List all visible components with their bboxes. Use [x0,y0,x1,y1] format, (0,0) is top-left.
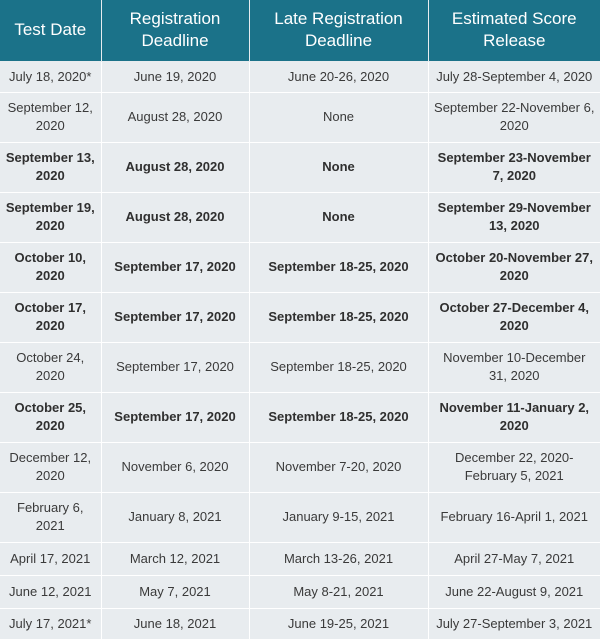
table-row [0,342,600,392]
table-row [0,92,600,142]
registration-deadline-cell: November 6, 2020 [101,442,249,492]
test-date-cell: July 17, 2021* [0,608,101,639]
registration-deadline-cell: September 17, 2020 [101,342,249,392]
late-registration-cell: November 7-20, 2020 [249,442,428,492]
score-release-cell: December 22, 2020-February 5, 2021 [428,442,600,492]
late-registration-cell: March 13-26, 2021 [249,542,428,575]
registration-deadline-cell: September 17, 2020 [101,392,249,442]
registration-deadline-cell: June 18, 2021 [101,608,249,639]
table-row [0,492,600,542]
table-row [0,142,600,192]
late-registration-cell: June 19-25, 2021 [249,608,428,639]
score-release-cell: April 27-May 7, 2021 [428,542,600,575]
late-registration-cell: September 18-25, 2020 [249,342,428,392]
late-registration-cell: September 18-25, 2020 [249,392,428,442]
test-date-cell: June 12, 2021 [0,575,101,608]
score-release-cell: September 23-November 7, 2020 [428,142,600,192]
registration-deadline-cell: September 17, 2020 [101,242,249,292]
late-registration-cell: May 8-21, 2021 [249,575,428,608]
late-registration-cell: None [249,92,428,142]
late-registration-cell: September 18-25, 2020 [249,292,428,342]
score-release-cell: September 22-November 6, 2020 [428,92,600,142]
registration-deadline-cell: August 28, 2020 [101,192,249,242]
score-release-cell: October 20-November 27, 2020 [428,242,600,292]
header-late-registration-deadline: Late Registration Deadline [249,0,428,61]
late-registration-cell: June 20-26, 2020 [249,61,428,92]
table-row [0,242,600,292]
score-release-cell: November 10-December 31, 2020 [428,342,600,392]
late-registration-cell: None [249,142,428,192]
registration-deadline-cell: August 28, 2020 [101,92,249,142]
header-estimated-score-release: Estimated Score Release [428,0,600,61]
test-date-cell: October 10, 2020 [0,242,101,292]
header-test-date: Test Date [0,0,101,61]
score-release-cell: February 16-April 1, 2021 [428,492,600,542]
table-row [0,292,600,342]
test-date-cell: April 17, 2021 [0,542,101,575]
table-row [0,575,600,608]
registration-deadline-cell: March 12, 2021 [101,542,249,575]
header-registration-deadline: Registration Deadline [101,0,249,61]
test-date-cell: February 6, 2021 [0,492,101,542]
score-release-cell: September 29-November 13, 2020 [428,192,600,242]
registration-deadline-cell: August 28, 2020 [101,142,249,192]
table-row [0,392,600,442]
test-date-cell: December 12, 2020 [0,442,101,492]
test-date-cell: October 24, 2020 [0,342,101,392]
registration-deadline-cell: September 17, 2020 [101,292,249,342]
registration-deadline-cell: May 7, 2021 [101,575,249,608]
table-row [0,61,600,92]
score-release-cell: October 27-December 4, 2020 [428,292,600,342]
test-date-cell: September 19, 2020 [0,192,101,242]
test-date-cell: October 25, 2020 [0,392,101,442]
table-row [0,542,600,575]
table-row [0,608,600,639]
test-date-cell: July 18, 2020* [0,61,101,92]
score-release-cell: November 11-January 2, 2020 [428,392,600,442]
table-row [0,442,600,492]
late-registration-cell: None [249,192,428,242]
header-row [0,0,600,61]
test-date-cell: October 17, 2020 [0,292,101,342]
score-release-cell: June 22-August 9, 2021 [428,575,600,608]
score-release-cell: July 28-September 4, 2020 [428,61,600,92]
registration-deadline-cell: January 8, 2021 [101,492,249,542]
test-date-cell: September 13, 2020 [0,142,101,192]
test-date-cell: September 12, 2020 [0,92,101,142]
table-row [0,192,600,242]
late-registration-cell: September 18-25, 2020 [249,242,428,292]
score-release-cell: July 27-September 3, 2021 [428,608,600,639]
registration-deadline-cell: June 19, 2020 [101,61,249,92]
late-registration-cell: January 9-15, 2021 [249,492,428,542]
